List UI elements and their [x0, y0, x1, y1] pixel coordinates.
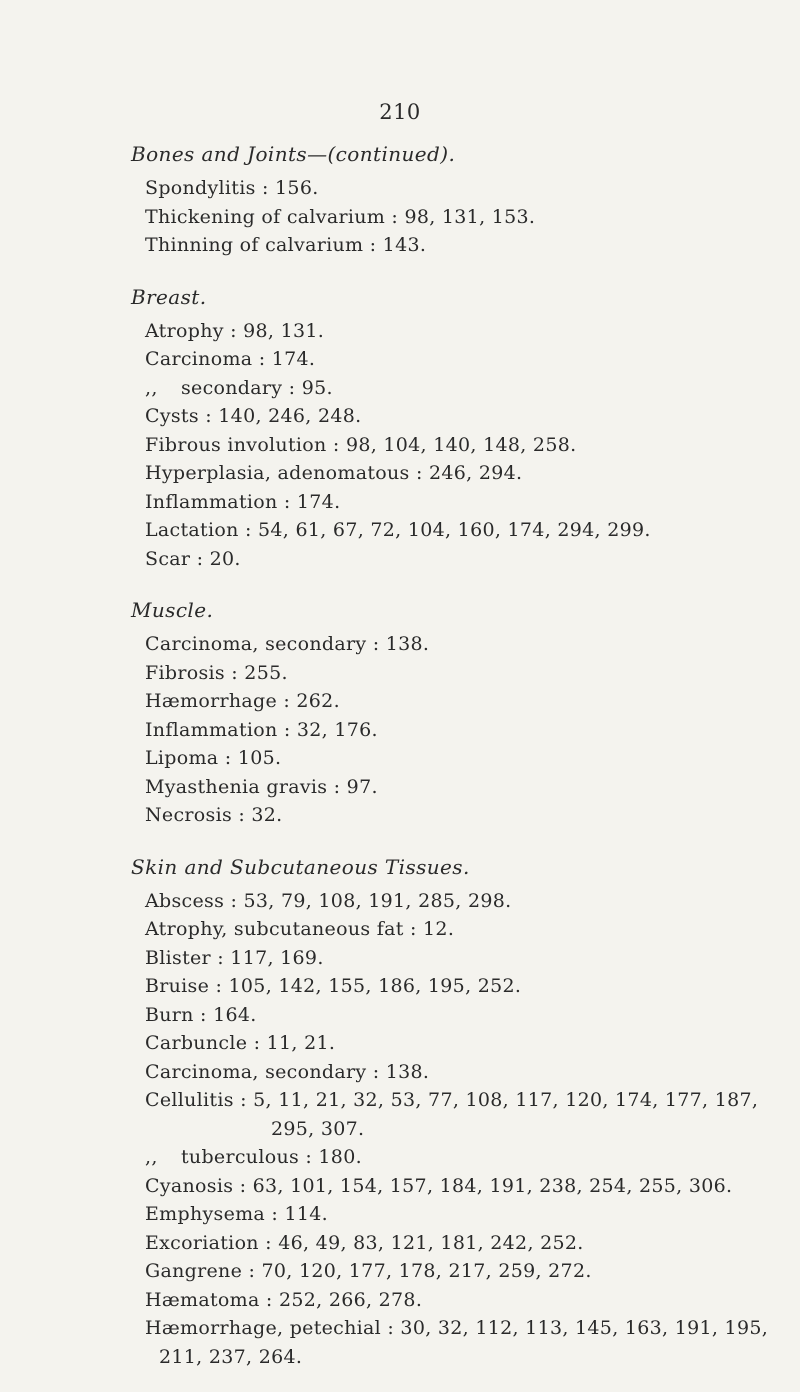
page-number: 210 [379, 100, 421, 124]
index-entry: Hæmatoma : 252, 266, 278. [145, 1288, 423, 1311]
section-heading: Skin and Subcutaneous Tissues. [131, 854, 470, 879]
section-muscle [131, 594, 791, 830]
index-entry: Fibrous involution : 98, 104, 140, 148, 258. [145, 433, 577, 456]
index-entry [131, 1314, 791, 1371]
section-heading: Muscle. [131, 598, 214, 622]
entry-line: Hæmorrhage, petechial : 30, 32, 112, 113, 145, 163, 191, 195, [145, 1317, 769, 1339]
index-entry: Cysts : 140, 246, 248. [145, 405, 362, 427]
index-entry: Abscess : 53, 79, 108, 191, 285, 298. [145, 889, 512, 912]
index-entry: Necrosis : 32. [145, 804, 283, 826]
section-heading: Bones and Joints—(continued). [131, 142, 456, 166]
index-entry: Lipoma : 105. [145, 747, 282, 769]
index-entry: Blister : 117, 169. [145, 946, 324, 969]
entry-continuation: 295, 307. [271, 1117, 365, 1140]
index-content [131, 138, 791, 1392]
index-entry: Hæmorrhage : 262. [145, 690, 340, 712]
entry-continuation: 211, 237, 264. [159, 1345, 303, 1368]
index-entry: Inflammation : 32, 176. [145, 718, 378, 741]
index-entry: Burn : 164. [145, 1003, 257, 1026]
index-entry: Thickening of calvarium : 98, 131, 153. [145, 205, 536, 228]
ditto-mark: ,, [145, 376, 158, 399]
index-entry: Spondylitis : 156. [145, 177, 319, 199]
index-entry [131, 1086, 791, 1143]
index-sub-entry [131, 374, 791, 403]
ditto-mark: ,, [145, 1146, 158, 1168]
index-entry: Emphysema : 114. [145, 1203, 328, 1225]
index-entry: Fibrosis : 255. [145, 661, 288, 684]
index-entry: Carcinoma, secondary : 138. [145, 1060, 430, 1083]
index-entry: Bruise : 105, 142, 155, 186, 195, 252. [145, 975, 522, 997]
section-heading: Breast. [131, 284, 207, 309]
index-entry: Lactation : 54, 61, 67, 72, 104, 160, 174, 294, 299. [145, 519, 651, 541]
index-entry: Carcinoma, secondary : 138. [145, 633, 430, 655]
section-bones-and-joints [131, 138, 791, 260]
index-entry: Inflammation : 174. [145, 490, 341, 513]
index-entry: Gangrene : 70, 120, 177, 178, 217, 259, 272. [145, 1260, 592, 1282]
index-entry: Excoriation : 46, 49, 83, 121, 181, 242, 252. [145, 1231, 584, 1254]
entry-line: Cellulitis : 5, 11, 21, 32, 53, 77, 108, 117, 120, 174, 177, 187, [145, 1089, 759, 1111]
index-entry: Carbuncle : 11, 21. [145, 1032, 336, 1054]
index-entry: Atrophy : 98, 131. [145, 319, 325, 342]
section-skin-and-subcutaneous-tissues [131, 851, 791, 1372]
index-entry: Myasthenia gravis : 97. [145, 775, 378, 798]
index-entry: Atrophy, subcutaneous fat : 12. [145, 918, 455, 940]
index-entry: Carcinoma : 174. [145, 348, 316, 370]
index-entry: Scar : 20. [145, 547, 241, 570]
sub-entry-text: tuberculous : 180. [181, 1146, 362, 1168]
index-entry: Hyperplasia, adenomatous : 246, 294. [145, 462, 523, 484]
index-entry: Thinning of calvarium : 143. [145, 234, 427, 256]
section-breast [131, 281, 791, 574]
sub-entry-text: secondary : 95. [181, 376, 333, 399]
index-entry: Cyanosis : 63, 101, 154, 157, 184, 191, 238, 254, 255, 306. [145, 1174, 733, 1197]
index-sub-entry [131, 1143, 791, 1172]
